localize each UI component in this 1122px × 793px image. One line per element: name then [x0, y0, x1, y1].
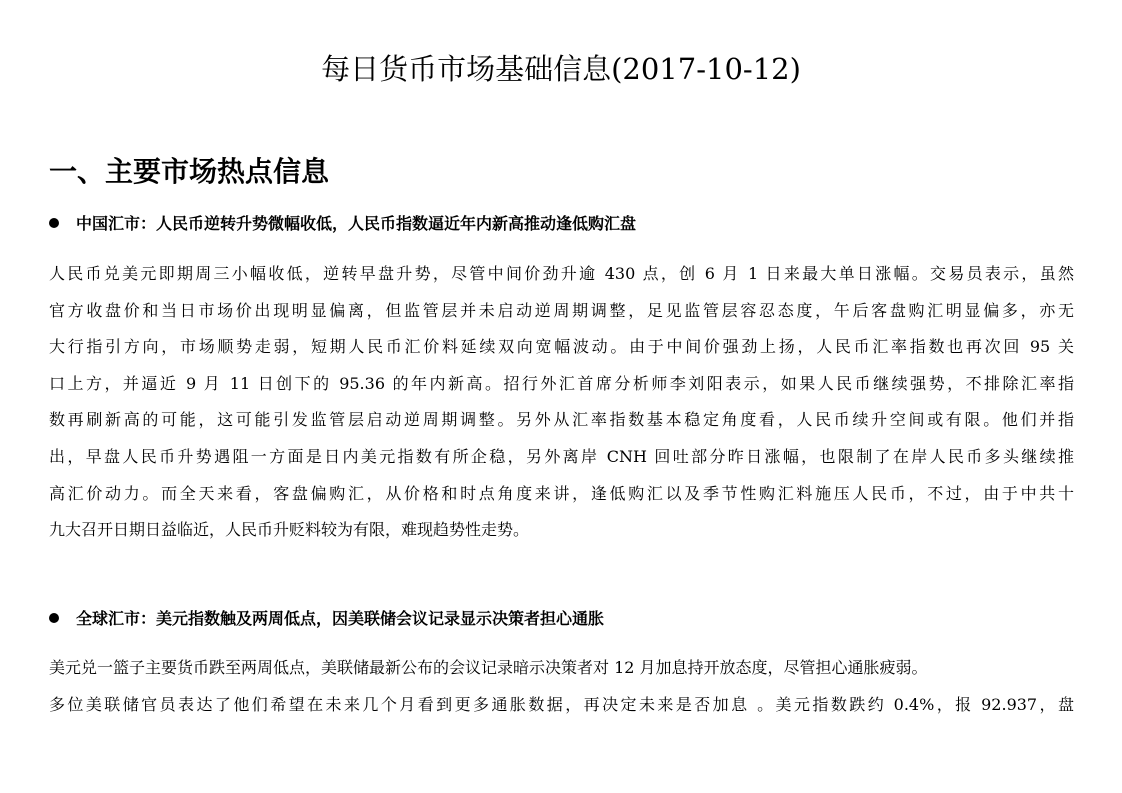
bullet-heading-text: 全球汇市：美元指数触及两周低点，因美联储会议记录显示决策者担心通胀: [76, 609, 605, 628]
paragraph-line: 大行指引方向，市场顺势走弱，短期人民币汇价料延续双向宽幅波动。由于中间价强劲上扬，人民币汇率指数也再次回 95 关: [49, 337, 1074, 357]
paragraph-global-fx: [49, 650, 1074, 723]
paragraph-line: 多位美联储官员表达了他们希望在未来几个月看到更多通胀数据，再决定未来是否加息 。美元指数跌约 0.4%，报 92.937，盘: [49, 694, 1074, 714]
paragraph-line: 美元兑一篮子主要货币跌至两周低点，美联储最新公布的会议记录暗示决策者对 12 月加息持开放态度，尽管担心通胀疲弱。: [49, 658, 928, 677]
paragraph-line: 数再刷新高的可能，这可能引发监管层启动逆周期调整。另外从汇率指数基本稳定角度看，人民币续升空间或有限。他们并指: [49, 410, 1074, 430]
paragraph-line: 九大召开日期日益临近，人民币升贬料较为有限，难现趋势性走势。: [49, 520, 530, 540]
paragraph-line: 口上方，并逼近 9 月 11 日创下的 95.36 的年内新高。招行外汇首席分析师李刘阳表示，如果人民币继续强势，不排除汇率指: [49, 373, 1074, 393]
bullet-icon: [49, 613, 59, 623]
paragraph-line: 人民币兑美元即期周三小幅收低，逆转早盘升势，尽管中间价劲升逾 430 点，创 6 月 1 日来最大单日涨幅。交易员表示，虽然: [49, 264, 1074, 283]
bullet-icon: [49, 218, 59, 228]
bullet-heading-global-fx: [49, 607, 604, 631]
section-heading: 一、主要市场热点信息: [49, 155, 330, 188]
bullet-heading-china-fx: [49, 212, 636, 236]
paragraph-line: 出，早盘人民币升势遇阻一方面是日内美元指数有所企稳，另外离岸 CNH 回吐部分昨日涨幅，也限制了在岸人民币多头继续推: [49, 446, 1074, 466]
paragraph-line: 官方收盘价和当日市场价出现明显偏离，但监管层并未启动逆周期调整，足见监管层容忍态度，午后客盘购汇明显偏多，亦无: [49, 300, 1074, 320]
bullet-heading-text: 中国汇市：人民币逆转升势微幅收低，人民币指数逼近年内新高推动逢低购汇盘: [76, 214, 637, 233]
paragraph-line: 高汇价动力。而全天来看，客盘偏购汇，从价格和时点角度来讲，逢低购汇以及季节性购汇料施压人民币，不过，由于中共十: [49, 483, 1074, 503]
document-title: 每日货币市场基础信息(2017-10-12): [321, 52, 801, 86]
paragraph-china-fx: [49, 256, 1074, 549]
